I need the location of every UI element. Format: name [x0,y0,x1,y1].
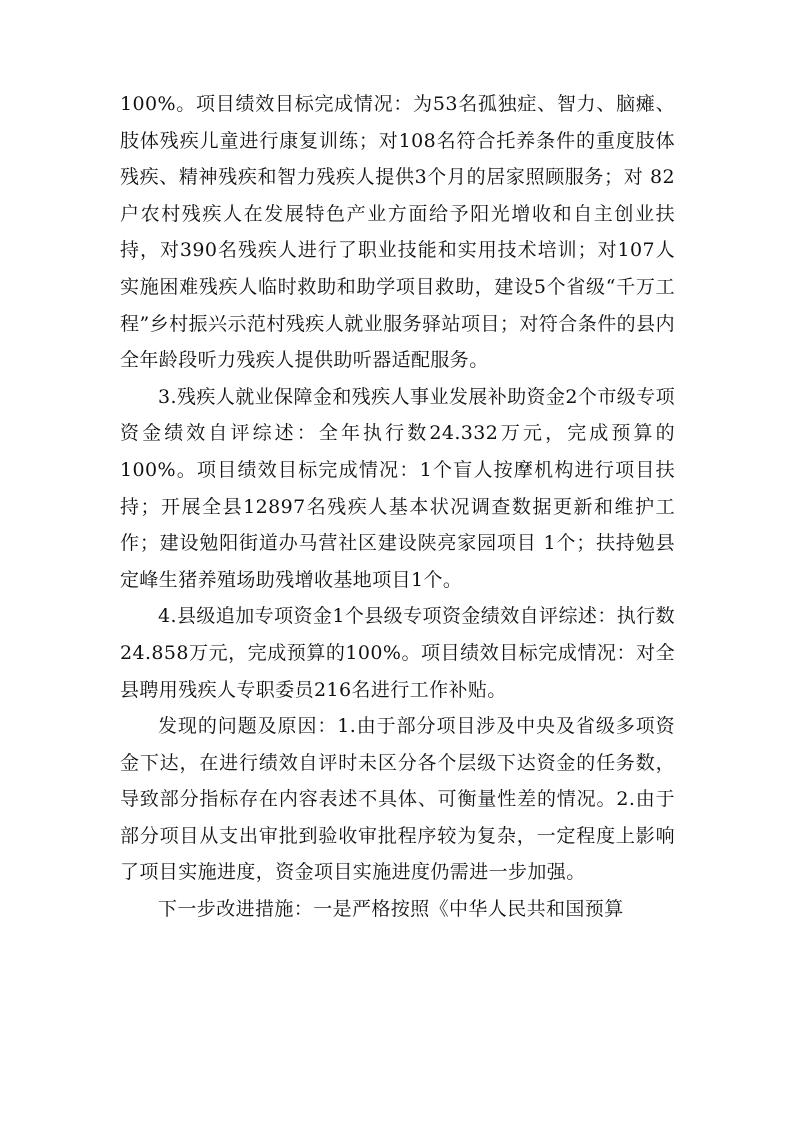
paragraph-county-funds: 4.县级追加专项资金1个县级专项资金绩效自评综述：执行数24.858万元，完成预算的100%。项目绩效目标完成情况：对全县聘用残疾人专职委员216名进行工作补贴。 [120,605,675,701]
paragraph-problems: 发现的问题及原因：1.由于部分项目涉及中央及省级多项资金下达，在进行绩效自评时未区分各个层级下达资金的任务数，导致部分指标存在内容表述不具体、可衡量性差的情况。2.由于部分项目从支出审批到验收审批程序较为复杂，一定程度上影响了项目实施进度，资金项目实施进度仍需进一步加强。 [120,715,675,884]
paragraph-improvements: 下一步改进措施：一是严格按照《中华人民共和国预算 [158,898,624,921]
paragraph-municipal-funds: 3.残疾人就业保障金和残疾人事业发展补助资金2个市级专项资金绩效自评综述：全年执行数24.332万元，完成预算的100%。项目绩效目标完成情况：1个盲人按摩机构进行项目扶持；开展全县12897名残疾人基本状况调查数据更新和维护工作；建设勉阳街道办马营社区建设陕亮家园项目 1个；扶持勉县定峰生猪养殖场助残增收基地项目1个。 [120,385,675,591]
document-page [120,86,675,928]
paragraph-project-2-results: 100%。项目绩效目标完成情况：为53名孤独症、智力、脑瘫、肢体残疾儿童进行康复训练；对108名符合托养条件的重度肢体残疾、精神残疾和智力残疾人提供3个月的居家照顾服务；对 82 户农村残疾人在发展特色产业方面给予阳光增收和自主创业扶持，对390名残疾人进行了职业技能和实用技术培训；对107人实施困难残疾人临时救助和助学项目救助，建设5个省级“千万工程”乡村振兴示范村残疾人就业服务驿站项目；对符合条件的县内全年龄段听力残疾人提供助听器适配服务。 [120,93,675,372]
